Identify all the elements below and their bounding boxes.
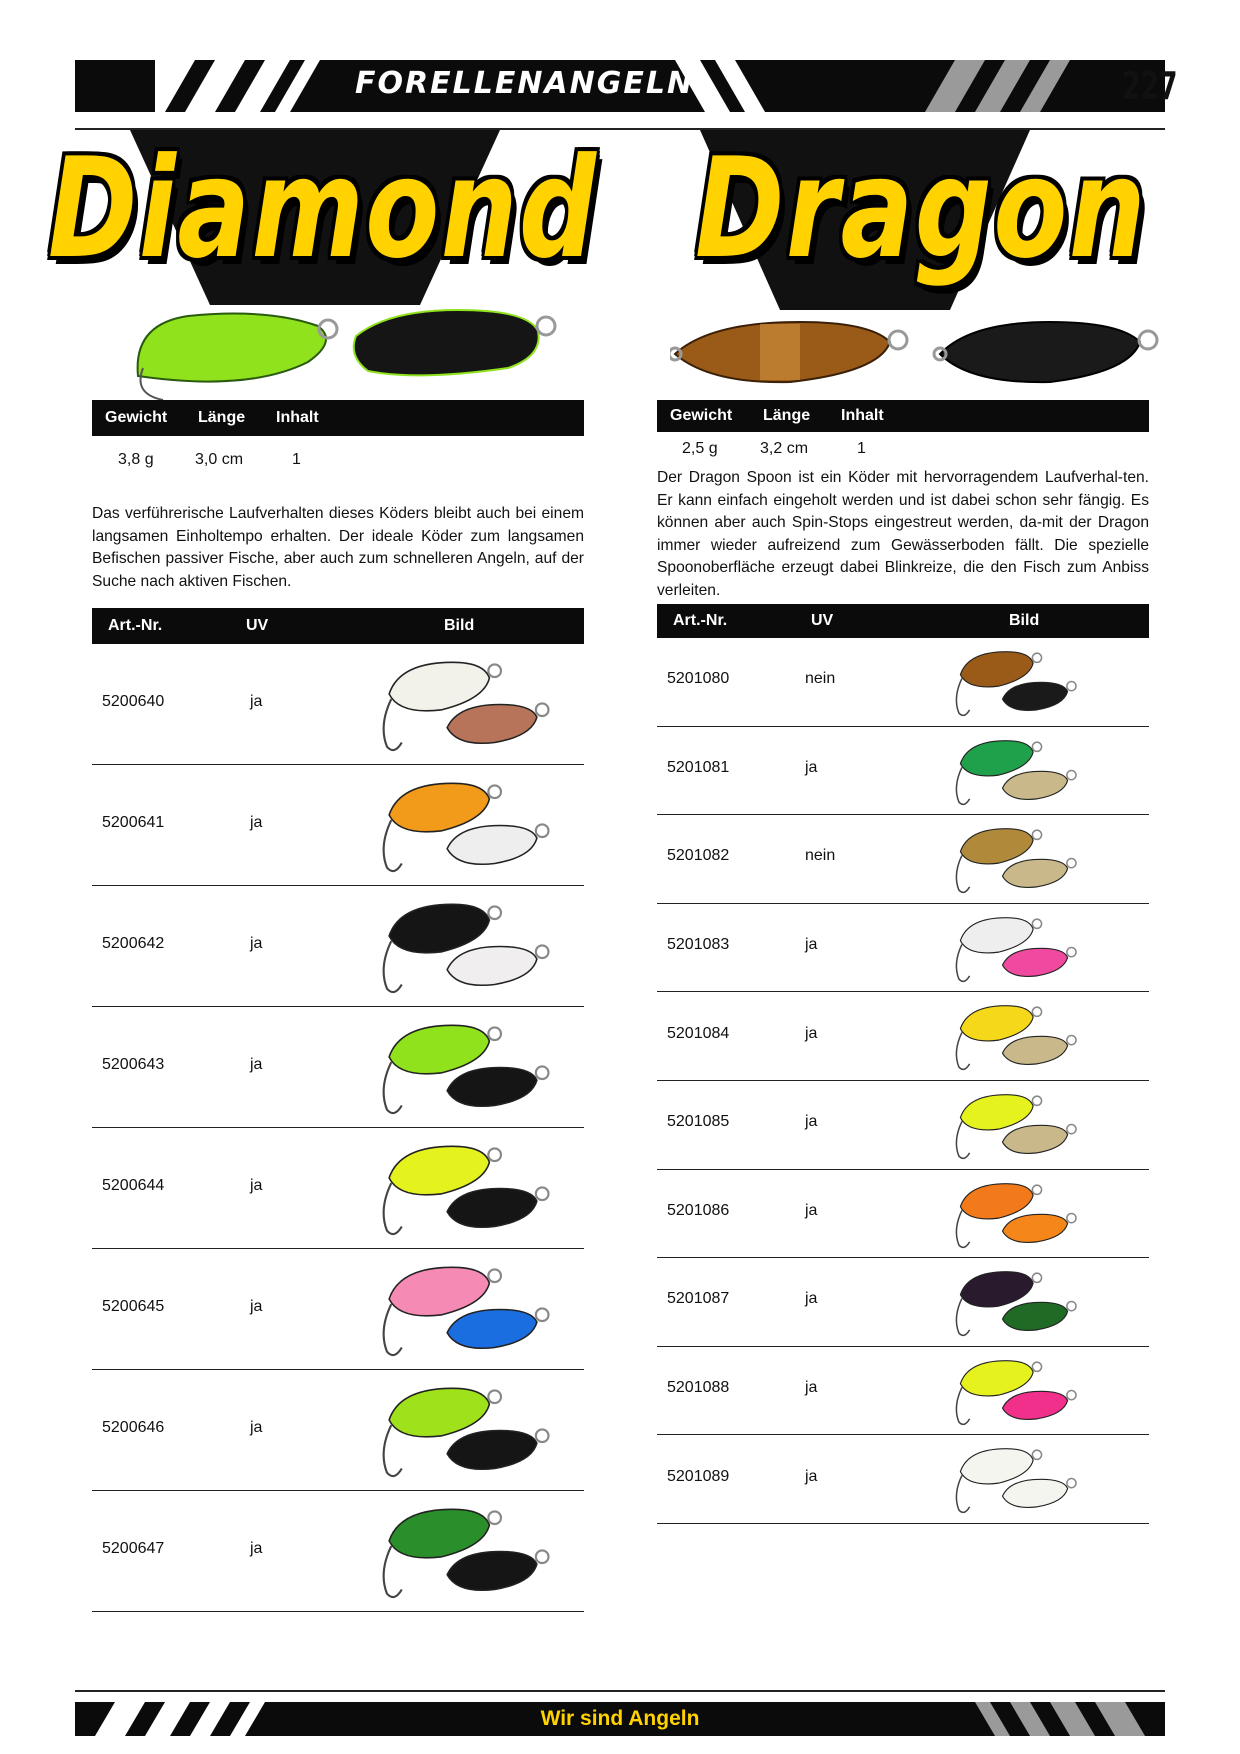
spec-header-length: Länge <box>198 409 246 426</box>
table-row <box>92 1128 584 1249</box>
table-row <box>657 992 1149 1081</box>
uv-value: ja <box>250 1418 263 1436</box>
article-number: 5201085 <box>667 1113 730 1131</box>
lure-image <box>919 1087 1109 1164</box>
col-header-uv: UV <box>246 617 269 634</box>
dragon-hero-image <box>670 302 1170 397</box>
article-number: 5200641 <box>102 813 165 831</box>
footer-slogan: Wir sind Angeln <box>540 1707 700 1730</box>
article-number: 5201082 <box>667 847 730 865</box>
dragon-table-header <box>657 604 1149 638</box>
diamond-table-header <box>92 608 584 644</box>
table-row <box>92 1370 584 1491</box>
table-row <box>657 1347 1149 1436</box>
lure-image <box>368 771 558 880</box>
lure-image <box>919 1264 1109 1341</box>
spec-header-weight: Gewicht <box>105 409 168 426</box>
lure-image <box>368 650 558 759</box>
lure-image <box>919 1353 1109 1430</box>
table-row <box>657 1081 1149 1170</box>
footer-line <box>75 1690 1165 1692</box>
spec-value-weight: 3,8 g <box>118 451 154 468</box>
diamond-hero-image <box>128 296 568 406</box>
uv-value: ja <box>805 1290 818 1308</box>
article-number: 5201080 <box>667 670 730 688</box>
col-header-image: Bild <box>444 617 475 634</box>
article-number: 5200647 <box>102 1539 165 1557</box>
spec-value-length: 3,0 cm <box>195 451 244 468</box>
article-number: 5200645 <box>102 1297 165 1315</box>
table-row <box>92 886 584 1007</box>
col-header-image: Bild <box>1009 612 1040 629</box>
spec-header-weight: Gewicht <box>670 407 733 424</box>
spec-value-content: 1 <box>857 440 866 457</box>
spec-header-length: Länge <box>763 407 811 424</box>
lure-image <box>368 1376 558 1485</box>
lure-image <box>368 1134 558 1243</box>
table-row <box>657 815 1149 904</box>
lure-image <box>919 910 1109 987</box>
article-number: 5200644 <box>102 1176 165 1194</box>
lure-image <box>368 1497 558 1606</box>
article-number: 5200643 <box>102 1055 165 1073</box>
uv-value: ja <box>805 936 818 954</box>
lure-image <box>919 1441 1109 1518</box>
spec-header-content: Inhalt <box>841 407 884 424</box>
spec-value-content: 1 <box>292 451 301 468</box>
uv-value: ja <box>250 1539 263 1557</box>
table-row <box>657 1170 1149 1259</box>
diamond-title: Diamond <box>48 128 598 289</box>
spec-header-content: Inhalt <box>276 409 319 426</box>
table-row <box>92 1249 584 1370</box>
diamond-description: Das verführerische Laufverhalten dieses Köders bleibt auch bei einem langsamen Einholtempo erhalten. Der ideale Köder zum langsamen Befischen passiver Fische, aber auch zum schnelleren Angeln, auf der Suche nach aktiven Fischen. <box>92 505 584 590</box>
table-row <box>92 644 584 765</box>
uv-value: ja <box>805 1113 818 1131</box>
uv-value: ja <box>250 1297 263 1315</box>
spec-value-length: 3,2 cm <box>760 440 809 457</box>
lure-image <box>919 1176 1109 1253</box>
uv-value: ja <box>250 692 263 710</box>
table-row <box>92 765 584 886</box>
lure-image <box>368 1255 558 1364</box>
dragon-description: Der Dragon Spoon ist ein Köder mit hervorragendem Laufverhal-ten. Er kann einfach eingeholt werden und ist dabei schon sehr fängig. Es können aber auch Spin-Stops eingestreut werden, da-mit der Dragon immer wieder aufreizend zum Gewässerboden fällt. Die spezielle Spoonoberfläche erzeugt dabei Blinkreize, die den Fisch zum Anbiss verleiten. <box>657 469 1149 599</box>
page-number: 227 <box>1122 64 1178 108</box>
lure-image <box>919 998 1109 1075</box>
article-number: 5201081 <box>667 758 730 776</box>
uv-value: ja <box>250 1176 263 1194</box>
lure-image <box>368 1013 558 1122</box>
header-bar <box>75 60 1165 112</box>
lure-image <box>919 733 1109 810</box>
article-number: 5200640 <box>102 692 165 710</box>
col-header-uv: UV <box>811 612 834 629</box>
article-number: 5201089 <box>667 1467 730 1485</box>
lure-image <box>919 644 1109 721</box>
spec-value-weight: 2,5 g <box>682 440 718 457</box>
lure-image <box>919 821 1109 898</box>
lure-image <box>368 892 558 1001</box>
uv-value: ja <box>250 934 263 952</box>
table-row <box>657 638 1149 727</box>
uv-value: nein <box>805 847 836 865</box>
dragon-spec-header <box>657 400 1149 432</box>
dragon-title: Dragon <box>695 128 1148 289</box>
table-row <box>92 1491 584 1612</box>
uv-value: ja <box>805 1379 818 1397</box>
uv-value: nein <box>805 670 836 688</box>
article-number: 5201088 <box>667 1379 730 1397</box>
article-number: 5200642 <box>102 934 165 952</box>
table-row <box>657 904 1149 993</box>
diamond-spec-header <box>92 400 584 436</box>
article-number: 5201087 <box>667 1290 730 1308</box>
table-row <box>657 727 1149 816</box>
col-header-artnr: Art.-Nr. <box>108 617 163 634</box>
footer-bar <box>75 1702 1165 1736</box>
uv-value: ja <box>250 1055 263 1073</box>
uv-value: ja <box>805 1201 818 1219</box>
uv-value: ja <box>805 1024 818 1042</box>
table-row <box>657 1258 1149 1347</box>
article-number: 5201086 <box>667 1201 730 1219</box>
uv-value: ja <box>805 1467 818 1485</box>
article-number: 5201083 <box>667 936 730 954</box>
col-header-artnr: Art.-Nr. <box>673 612 728 629</box>
table-row <box>92 1007 584 1128</box>
table-row <box>657 1435 1149 1524</box>
uv-value: ja <box>250 813 263 831</box>
uv-value: ja <box>805 758 818 776</box>
section-title: FORELLENANGELN <box>355 66 695 101</box>
article-number: 5200646 <box>102 1418 165 1436</box>
article-number: 5201084 <box>667 1024 730 1042</box>
